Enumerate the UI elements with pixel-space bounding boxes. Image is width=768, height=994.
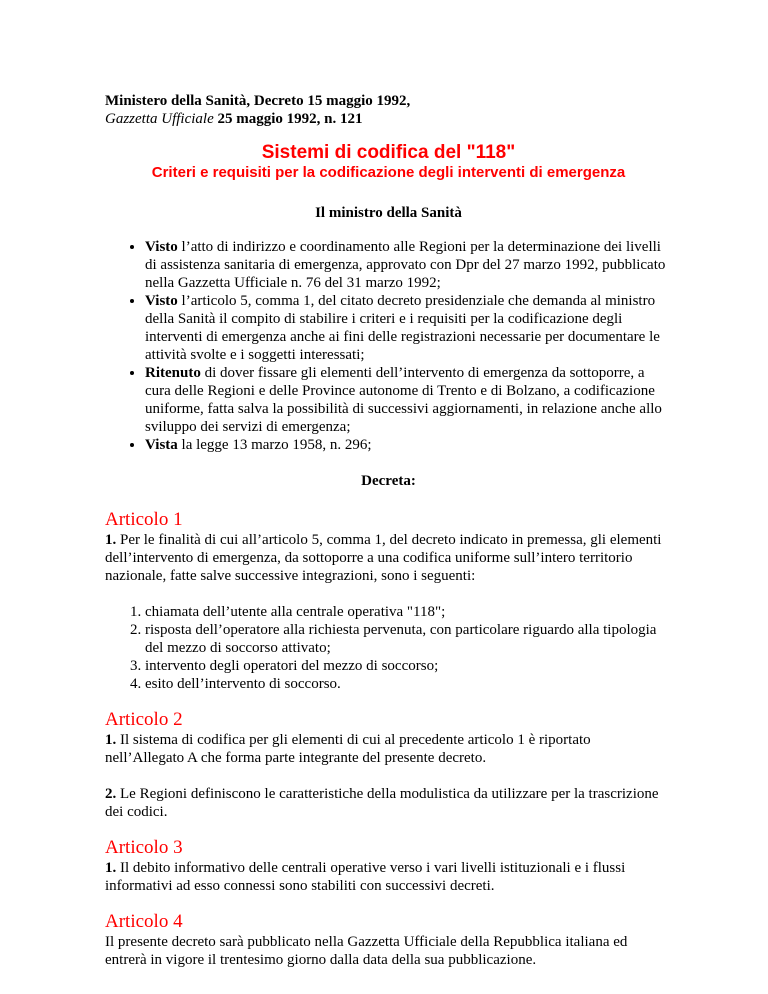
article-2-paragraph-2 [105, 785, 672, 821]
article-4-paragraph-1 [105, 933, 672, 969]
article-2-title: Articolo 2 [105, 709, 183, 730]
list-item: 4. esito dell’intervento di soccorso. [145, 675, 672, 693]
preamble-item [145, 238, 672, 292]
gazzetta-name: Gazzetta Ufficiale [105, 111, 214, 127]
paragraph-text: Per le finalità di cui all’articolo 5, comma 1, del decreto indicato in premessa, gli elementi dell’intervento di emergenza, da sottoporre a una codifica uniforme sull’intero territorio nazionale, fatte salve successive integrazioni, sono i seguenti: [105, 532, 662, 584]
paragraph-number: 2. [105, 786, 117, 802]
article-3-paragraph-1 [105, 859, 672, 895]
list-item: 2. risposta dell’operatore alla richiesta pervenuta, con particolare riguardo alla tipologia del mezzo di soccorso attivato; [145, 621, 672, 657]
article-1-paragraph-1 [105, 531, 672, 585]
article-1-title: Articolo 1 [105, 509, 183, 530]
preamble-item [145, 292, 672, 364]
decree-header [105, 92, 672, 128]
preamble-text: l’atto di indirizzo e coordinamento alle Regioni per la determinazione dei livelli di assistenza sanitaria di emergenza, approvato con Dpr del 27 marzo 1992, pubblicato nella Gazzetta Ufficiale n. 76 del 31 marzo 1992; [145, 239, 666, 291]
preamble-item [145, 364, 672, 436]
preamble-lead: Visto [145, 293, 178, 309]
preamble-list [105, 238, 672, 454]
preamble-text: di dover fissare gli elementi dell’intervento di emergenza da sottoporre, a cura delle Regioni e delle Province autonome di Trento e di Bolzano, a codificazione uniforme, fatta salva la possibilità di successivi aggiornamenti, in relazione anche allo sviluppo dei servizi di emergenza; [145, 365, 662, 435]
paragraph-number: 1. [105, 532, 117, 548]
preamble-lead: Visto [145, 239, 178, 255]
preamble-text: la legge 13 marzo 1958, n. 296; [177, 437, 372, 453]
preamble-text: l’articolo 5, comma 1, del citato decreto presidenziale che demanda al ministro della Sanità il compito di stabilire i criteri e i requisiti per la codificazione degli interventi di emergenza anche ai fini delle registrazioni necessarie per documentare le attività svolte e i soggetti interessati; [145, 293, 660, 363]
article-4-title: Articolo 4 [105, 911, 183, 932]
document-title: Sistemi di codifica del "118" [261, 142, 516, 163]
document-subtitle: Criteri e requisiti per la codificazione degli interventi di emergenza [151, 164, 626, 181]
gazzetta-line [105, 110, 672, 128]
paragraph-text: Il presente decreto sarà pubblicato nella Gazzetta Ufficiale della Repubblica italiana ed entrerà in vigore il trentesimo giorno dalla data della sua pubblicazione. [105, 934, 628, 968]
article-1-elements-list [105, 603, 672, 693]
minister-heading: Il ministro della Sanità [315, 205, 462, 221]
paragraph-number: 1. [105, 732, 117, 748]
decree-source-line: Ministero della Sanità, Decreto 15 maggio 1992, [105, 93, 411, 109]
list-item: 3. intervento degli operatori del mezzo di soccorso; [145, 657, 672, 675]
preamble-lead: Ritenuto [145, 365, 201, 381]
gazzetta-date: 25 maggio 1992, n. 121 [213, 111, 363, 127]
paragraph-text: Le Regioni definiscono le caratteristiche della modulistica da utilizzare per la trascrizione dei codici. [105, 786, 659, 820]
decreta-heading: Decreta: [361, 473, 416, 489]
article-2-paragraph-1 [105, 731, 672, 767]
preamble-item [145, 436, 672, 454]
article-3-title: Articolo 3 [105, 837, 183, 858]
paragraph-number: 1. [105, 860, 117, 876]
preamble-lead: Vista [145, 437, 178, 453]
list-item: 1. chiamata dell’utente alla centrale operativa "118"; [145, 603, 672, 621]
paragraph-text: Il sistema di codifica per gli elementi di cui al precedente articolo 1 è riportato nell’Allegato A che forma parte integrante del presente decreto. [105, 732, 591, 766]
paragraph-text: Il debito informativo delle centrali operative verso i vari livelli istituzionali e i flussi informativi ad esso connessi sono stabiliti con successivi decreti. [105, 860, 626, 894]
